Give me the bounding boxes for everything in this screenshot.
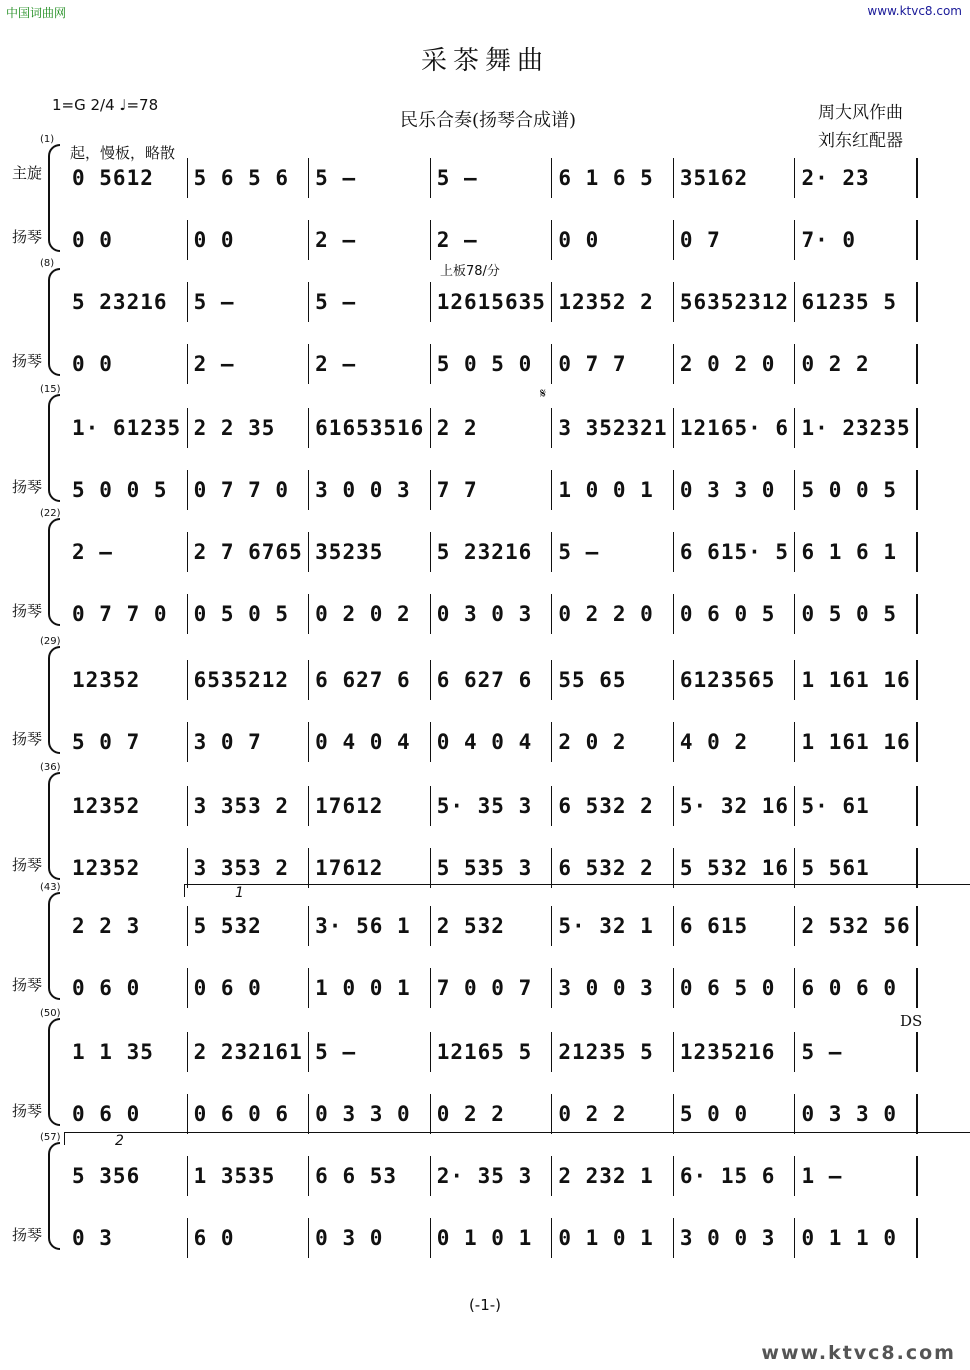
- part-label-yangqin: 扬琴: [12, 478, 43, 496]
- measure: 3· 56 1: [309, 906, 431, 946]
- composer-credit: 周大风作曲: [818, 103, 903, 123]
- watermark-bottom: www.ktvc8.com: [761, 1342, 956, 1364]
- part-label-yangqin: 扬琴: [12, 1102, 43, 1120]
- measure: 6 532 2: [552, 848, 674, 888]
- measure: 17612: [309, 786, 431, 826]
- measure: 2 2 3: [66, 906, 188, 946]
- measure: 0 3 0 3: [431, 594, 553, 634]
- measure: 5 —: [188, 282, 310, 322]
- measure: 1· 61235: [66, 408, 188, 448]
- melody-staff: [66, 660, 918, 700]
- measure: 6 627 6: [309, 660, 431, 700]
- measure: 2 —: [431, 220, 553, 260]
- measure: 5 0 7: [66, 722, 188, 762]
- measure: 5 535 3: [431, 848, 553, 888]
- measure: 12352: [66, 660, 188, 700]
- measure: 12352 2: [552, 282, 674, 322]
- part-label-yangqin: 扬琴: [12, 856, 43, 874]
- measure: 5 23216: [66, 282, 188, 322]
- melody-staff: [66, 786, 918, 826]
- measure-number: (1): [40, 134, 55, 145]
- segno-mark: 𝄋: [540, 386, 547, 402]
- measure: 5 —: [552, 532, 674, 572]
- score-subtitle: 民乐合奏(扬琴合成谱): [400, 110, 577, 131]
- measure: 55 65: [552, 660, 674, 700]
- measure: 35162: [674, 158, 796, 198]
- arranger-credit: 刘东红配器: [818, 131, 903, 151]
- measure: 5 532: [188, 906, 310, 946]
- measure: 0 6 0 6: [188, 1094, 310, 1134]
- measure: 3 0 7: [188, 722, 310, 762]
- measure: 6123565: [674, 660, 796, 700]
- measure: 3 0 0 3: [309, 470, 431, 510]
- melody-staff: [66, 282, 918, 322]
- measure: 1 0 0 1: [309, 968, 431, 1008]
- measure: 2 —: [309, 220, 431, 260]
- measure: 4 0 2: [674, 722, 796, 762]
- measure: 6 532 2: [552, 786, 674, 826]
- measure: 7 7: [431, 470, 553, 510]
- measure: 6535212: [188, 660, 310, 700]
- measure: 0 1 0 1: [552, 1218, 674, 1258]
- measure: 1 161 16: [795, 722, 918, 762]
- measure: 1235216: [674, 1032, 796, 1072]
- measure: 2 532 56: [795, 906, 918, 946]
- melody-staff: [66, 158, 918, 198]
- measure-number: (29): [40, 636, 61, 647]
- system-bracket: [48, 1018, 60, 1126]
- measure: 5 0 0: [674, 1094, 796, 1134]
- melody-staff: [66, 906, 918, 946]
- measure: 0 6 0: [188, 968, 310, 1008]
- measure: 7 0 0 7: [431, 968, 553, 1008]
- measure: 6 0 6 0: [795, 968, 918, 1008]
- measure: 12352: [66, 786, 188, 826]
- melody-staff: [66, 1032, 918, 1072]
- measure: 3 353 2: [188, 848, 310, 888]
- measure: 0 3 0: [309, 1218, 431, 1258]
- measure: 6 1 6 1: [795, 532, 918, 572]
- measure-number: (15): [40, 384, 61, 395]
- measure: 0 7 7 0: [188, 470, 310, 510]
- yangqin-staff: [66, 722, 918, 762]
- melody-staff: [66, 532, 918, 572]
- measure: 0 0: [552, 220, 674, 260]
- measure: 2 0 2 0: [674, 344, 796, 384]
- measure: 17612: [309, 848, 431, 888]
- measure: 1· 23235: [795, 408, 918, 448]
- system-bracket: [48, 394, 60, 502]
- part-label-yangqin: 扬琴: [12, 730, 43, 748]
- yangqin-staff: [66, 344, 918, 384]
- measure: 61235 5: [795, 282, 918, 322]
- measure: 2 0 2: [552, 722, 674, 762]
- key-signature: 1=G 2/4 ♩=78: [52, 96, 159, 114]
- measure: 0 2 2 0: [552, 594, 674, 634]
- measure: 5 532 16: [674, 848, 796, 888]
- measure: 0 3 3 0: [309, 1094, 431, 1134]
- part-label-yangqin: 扬琴: [12, 976, 43, 994]
- measure: 0 0: [66, 220, 188, 260]
- measure: 12165 5: [431, 1032, 553, 1072]
- part-label-yangqin: 扬琴: [12, 602, 43, 620]
- system-bracket: [48, 268, 60, 376]
- measure: 0 2 0 2: [309, 594, 431, 634]
- measure: 5 561: [795, 848, 918, 888]
- measure: 5 —: [795, 1032, 918, 1072]
- measure: 0 4 0 4: [309, 722, 431, 762]
- measure: 12615635: [431, 282, 553, 322]
- measure: 0 2 2: [795, 344, 918, 384]
- measure: 3 353 2: [188, 786, 310, 826]
- measure: 2 2 35: [188, 408, 310, 448]
- measure: 1 3535: [188, 1156, 310, 1196]
- measure: 56352312: [674, 282, 796, 322]
- measure: 6 6 53: [309, 1156, 431, 1196]
- performance-direction: 起，慢板，略散: [70, 144, 176, 162]
- measure: 5· 32 1: [552, 906, 674, 946]
- measure: 12352: [66, 848, 188, 888]
- measure: 6 627 6: [431, 660, 553, 700]
- measure: 0 6 0: [66, 1094, 188, 1134]
- measure: 5 356: [66, 1156, 188, 1196]
- volta-1-label: 1: [235, 885, 244, 901]
- measure: 1 0 0 1: [552, 470, 674, 510]
- measure: 6 1 6 5: [552, 158, 674, 198]
- measure: 6 615· 5: [674, 532, 796, 572]
- measure: 2 232 1: [552, 1156, 674, 1196]
- measure: 0 0: [66, 344, 188, 384]
- system-bracket: [48, 772, 60, 880]
- yangqin-staff: [66, 968, 918, 1008]
- measure: 6 615: [674, 906, 796, 946]
- measure: 0 6 0 5: [674, 594, 796, 634]
- measure: 2 2: [431, 408, 553, 448]
- ds-mark: DS: [900, 1012, 923, 1030]
- measure: 0 2 2: [431, 1094, 553, 1134]
- measure: 5· 61: [795, 786, 918, 826]
- measure-number: (22): [40, 508, 61, 519]
- measure-number: (8): [40, 258, 55, 269]
- measure: 1 1 35: [66, 1032, 188, 1072]
- measure: 0 3: [66, 1218, 188, 1258]
- measure: 12165· 6: [674, 408, 796, 448]
- measure: 5 —: [431, 158, 553, 198]
- yangqin-staff: [66, 470, 918, 510]
- measure: 2 532: [431, 906, 553, 946]
- measure: 0 6 5 0: [674, 968, 796, 1008]
- measure: 0 4 0 4: [431, 722, 553, 762]
- measure: 0 3 3 0: [795, 1094, 918, 1134]
- measure: 6· 15 6: [674, 1156, 796, 1196]
- measure: 0 3 3 0: [674, 470, 796, 510]
- system-bracket: [48, 518, 60, 626]
- watermark-right: www.ktvc8.com: [867, 4, 962, 18]
- page-number: (-1-): [468, 1296, 502, 1314]
- measure: 0 1 1 0: [795, 1218, 918, 1258]
- measure: 5 —: [309, 158, 431, 198]
- tempo-change: 上板78/分: [440, 264, 500, 279]
- measure: 0 5 0 5: [795, 594, 918, 634]
- measure-number: (36): [40, 762, 61, 773]
- measure-number: (57): [40, 1132, 61, 1143]
- yangqin-staff: [66, 1094, 918, 1134]
- measure: 5· 35 3: [431, 786, 553, 826]
- part-label-yangqin: 扬琴: [12, 1226, 43, 1244]
- measure: 2 —: [309, 344, 431, 384]
- measure: 2· 23: [795, 158, 918, 198]
- measure: 0 2 2: [552, 1094, 674, 1134]
- measure: 61653516: [309, 408, 431, 448]
- yangqin-staff: [66, 594, 918, 634]
- measure: 5· 32 16: [674, 786, 796, 826]
- measure: 2 —: [66, 532, 188, 572]
- yangqin-staff: [66, 848, 918, 888]
- measure: 5 —: [309, 282, 431, 322]
- measure: 5 23216: [431, 532, 553, 572]
- measure: 2 7 6765: [188, 532, 310, 572]
- measure: 2 232161: [188, 1032, 310, 1072]
- system-bracket: [48, 144, 60, 252]
- measure: 5 0 0 5: [66, 470, 188, 510]
- part-label-yangqin: 扬琴: [12, 228, 43, 246]
- measure: 6 0: [188, 1218, 310, 1258]
- measure: 7· 0: [795, 220, 918, 260]
- measure: 1 —: [795, 1156, 918, 1196]
- measure: 0 1 0 1: [431, 1218, 553, 1258]
- part-label-main: 主旋: [12, 164, 43, 182]
- measure-number: (43): [40, 882, 61, 893]
- measure: 0 7 7: [552, 344, 674, 384]
- measure: 1 161 16: [795, 660, 918, 700]
- volta-2-label: 2: [115, 1133, 124, 1149]
- measure: 0 6 0: [66, 968, 188, 1008]
- measure: 5 6 5 6: [188, 158, 310, 198]
- measure: 0 5 0 5: [188, 594, 310, 634]
- measure: 2· 35 3: [431, 1156, 553, 1196]
- measure: 0 7 7 0: [66, 594, 188, 634]
- measure: 3 352321: [552, 408, 674, 448]
- measure: 2 —: [188, 344, 310, 384]
- measure-number: (50): [40, 1008, 61, 1019]
- system-bracket: [48, 646, 60, 754]
- measure: 0 7: [674, 220, 796, 260]
- system-bracket: [48, 892, 60, 1000]
- system-bracket: [48, 1142, 60, 1250]
- measure: 21235 5: [552, 1032, 674, 1072]
- measure: 5 0 5 0: [431, 344, 553, 384]
- measure: 5 0 0 5: [795, 470, 918, 510]
- measure: 0 0: [188, 220, 310, 260]
- measure: 3 0 0 3: [552, 968, 674, 1008]
- measure: 5 —: [309, 1032, 431, 1072]
- watermark-left: 中国词曲网: [6, 6, 67, 20]
- melody-staff: [66, 408, 918, 448]
- yangqin-staff: [66, 220, 918, 260]
- measure: 35235: [309, 532, 431, 572]
- measure: 0 5612: [66, 158, 188, 198]
- score-title: 采茶舞曲: [420, 46, 549, 76]
- measure: 3 0 0 3: [674, 1218, 796, 1258]
- melody-staff: [66, 1156, 918, 1196]
- yangqin-staff: [66, 1218, 918, 1258]
- part-label-yangqin: 扬琴: [12, 352, 43, 370]
